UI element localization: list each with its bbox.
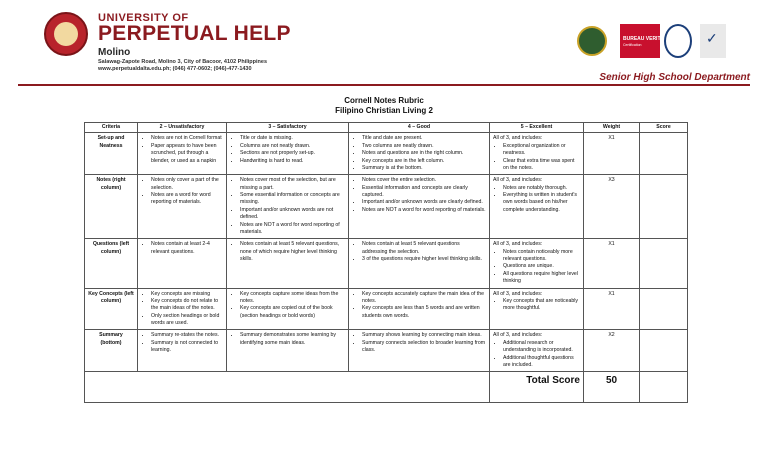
list-item: • Summary is not connected to learning. — [151, 340, 223, 355]
university-prefix: UNIVERSITY OF — [98, 12, 189, 24]
unsatisfactory-list — [141, 135, 223, 165]
list-item: • Key concepts do not relate to the main ideas of the notes. — [151, 298, 223, 313]
cert-logo-name: BUREAU VERITAS — [623, 36, 668, 42]
list-item: • Notes contain at least 5 relevant questions, none of which require higher level thinking skills. — [240, 241, 345, 263]
letterhead — [0, 0, 768, 88]
list-item: • Sections are not properly set-up. — [240, 150, 345, 157]
list-item: • Key concepts accurately capture the main idea of the notes. — [362, 291, 486, 306]
list-item: • Notes contain at least 2-4 relevant questions. — [151, 241, 223, 256]
rubric-table — [84, 122, 688, 403]
unsatisfactory-list — [141, 241, 223, 256]
column-header-1: 2 – Unsatisfactory — [138, 123, 227, 133]
total-blank — [85, 372, 490, 403]
excellent-cell — [490, 133, 584, 175]
criteria-cell: Key Concepts (left column) — [85, 288, 138, 330]
criteria-cell: Set-up and Neatness — [85, 133, 138, 175]
list-item: • Paper appears to have been scrunched, put through a blender, or used as a napkin — [151, 143, 223, 165]
list-item: • Notes are NOT a word for word reporting of materials. — [240, 222, 345, 237]
excellent-list — [493, 143, 580, 173]
score-cell — [640, 239, 688, 288]
excellent-cell — [490, 239, 584, 288]
column-header-2: 3 – Satisfactory — [227, 123, 349, 133]
list-item: • Key concepts are in the left column. — [362, 158, 486, 165]
list-item: • Exceptional organization or neatness. — [503, 143, 580, 158]
list-item: • Some essential information or concepts are missing. — [240, 192, 345, 207]
good-cell — [349, 288, 490, 330]
unsatisfactory-cell — [138, 288, 227, 330]
table-row — [85, 133, 688, 175]
department-logo-icon — [577, 26, 607, 56]
total-row — [85, 372, 688, 403]
list-item: • Notes cover the entire selection. — [362, 177, 486, 184]
weight-cell: X3 — [584, 175, 640, 239]
unsatisfactory-list — [141, 291, 223, 328]
list-item: • Notes contain noticeably more relevant questions. — [503, 249, 580, 264]
document-subtitle: Filipino Christian Living 2 — [335, 106, 433, 115]
score-cell — [640, 133, 688, 175]
list-item: • Notes are a word for word reporting of materials. — [151, 192, 223, 207]
list-item: • Additional research or understanding is incorporated. — [503, 340, 580, 355]
list-item: • Important and/or unknown words are clearly defined. — [362, 199, 486, 206]
weight-cell: X1 — [584, 239, 640, 288]
weight-cell: X1 — [584, 288, 640, 330]
satisfactory-list — [230, 135, 345, 165]
list-item: • Key concepts are copied out of the book (section headings or bold words) — [240, 305, 345, 320]
good-list — [352, 332, 486, 354]
ukas-logo-icon — [664, 24, 692, 58]
list-item: • Notes and questions are in the right column. — [362, 150, 486, 157]
total-score-value: 50 — [584, 372, 640, 403]
list-item: • Summary shows learning by connecting main ideas. — [362, 332, 486, 339]
weight-cell: X1 — [584, 133, 640, 175]
excellent-list — [493, 185, 580, 215]
unsatisfactory-list — [141, 332, 223, 354]
list-item: • Notes are notably thorough. — [503, 185, 580, 192]
department-name: Senior High School Department — [599, 72, 750, 83]
good-cell — [349, 175, 490, 239]
list-item: • Summary re-states the notes. — [151, 332, 223, 339]
certification-check-icon — [700, 24, 726, 58]
satisfactory-list — [230, 291, 345, 321]
satisfactory-list — [230, 177, 345, 236]
satisfactory-cell — [227, 175, 349, 239]
list-item: • Key concepts that are noticeably more thoughtful. — [503, 298, 580, 313]
column-header-0: Criteria — [85, 123, 138, 133]
table-row — [85, 239, 688, 288]
list-item: • Everything is written in student's own words based on his/her complete understanding. — [503, 192, 580, 214]
score-cell — [640, 330, 688, 372]
satisfactory-cell — [227, 133, 349, 175]
list-item: • All questions require higher level thinking — [503, 271, 580, 286]
list-item: • Questions are unique. — [503, 263, 580, 270]
list-item: • 3 of the questions require higher level thinking skills. — [362, 256, 486, 263]
list-item: • Important and/or unknown words are not defined. — [240, 207, 345, 222]
table-row — [85, 288, 688, 330]
university-seal-icon — [44, 12, 88, 56]
list-item: • Notes contain at least 5 relevant questions addressing the selection. — [362, 241, 486, 256]
score-cell — [640, 175, 688, 239]
column-header-5: Weight — [584, 123, 640, 133]
list-item: • Additional thoughtful questions are included. — [503, 355, 580, 370]
list-item: • Clear that extra time was spent on the notes. — [503, 158, 580, 173]
excellent-lead: All of 3, and includes: — [493, 135, 543, 142]
excellent-list — [493, 249, 580, 286]
document-title: Cornell Notes Rubric — [344, 96, 424, 105]
list-item: • Two columns are neatly drawn. — [362, 143, 486, 150]
satisfactory-list — [230, 332, 345, 347]
list-item: • Key concepts capture some ideas from the notes. — [240, 291, 345, 306]
total-score-cell — [640, 372, 688, 403]
list-item: • Columns are not neatly drawn. — [240, 143, 345, 150]
unsatisfactory-list — [141, 177, 223, 207]
excellent-list — [493, 340, 580, 370]
list-item: • Essential information and concepts are clearly captured. — [362, 185, 486, 200]
list-item: • Title and date are present. — [362, 135, 486, 142]
good-list — [352, 135, 486, 172]
column-header-3: 4 – Good — [349, 123, 490, 133]
unsatisfactory-cell — [138, 330, 227, 372]
list-item: • Summary demonstrates some learning by identifying some main ideas. — [240, 332, 345, 347]
list-item: • Only section headings or bold words are used. — [151, 313, 223, 328]
list-item: • Handwriting is hard to read. — [240, 158, 345, 165]
satisfactory-cell — [227, 330, 349, 372]
unsatisfactory-cell — [138, 239, 227, 288]
unsatisfactory-cell — [138, 133, 227, 175]
table-row — [85, 175, 688, 239]
university-name: PERPETUAL HELP — [98, 22, 291, 45]
column-header-6: Score — [640, 123, 688, 133]
good-list — [352, 177, 486, 214]
university-contact: www.perpetualdalta.edu.ph; (046) 477-0602; (046)-477-1430 — [98, 66, 252, 72]
list-item: • Notes are not in Cornell format — [151, 135, 223, 142]
excellent-cell — [490, 175, 584, 239]
weight-cell: X2 — [584, 330, 640, 372]
list-item: • Notes are NOT a word for word reporting of materials. — [362, 207, 486, 214]
good-list — [352, 291, 486, 321]
satisfactory-cell — [227, 239, 349, 288]
list-item: • Summary connects selection to broader learning from class. — [362, 340, 486, 355]
excellent-lead: All of 3, and includes: — [493, 290, 543, 297]
satisfactory-cell — [227, 288, 349, 330]
excellent-lead: All of 3, and includes: — [493, 332, 543, 339]
satisfactory-list — [230, 241, 345, 263]
list-item: • Summary is at the bottom. — [362, 165, 486, 172]
criteria-cell: Notes (right column) — [85, 175, 138, 239]
bureau-veritas-logo-icon — [620, 24, 668, 58]
list-item: • Key concepts are missing — [151, 291, 223, 298]
table-row — [85, 330, 688, 372]
criteria-cell: Summary (bottom) — [85, 330, 138, 372]
excellent-list — [493, 298, 580, 313]
cert-logo-caption: Certification — [623, 43, 642, 47]
list-item: • Title or date is missing. — [240, 135, 345, 142]
campus-name: Molino — [98, 47, 131, 58]
excellent-cell — [490, 330, 584, 372]
good-cell — [349, 239, 490, 288]
university-address: Salawag-Zapote Road, Molino 3, City of Bacoor, 4102 Philippines — [98, 59, 268, 65]
column-header-4: 5 – Excellent — [490, 123, 584, 133]
total-score-label: Total Score — [490, 372, 584, 403]
unsatisfactory-cell — [138, 175, 227, 239]
criteria-cell: Questions (left column) — [85, 239, 138, 288]
excellent-cell — [490, 288, 584, 330]
score-cell — [640, 288, 688, 330]
list-item: • Notes cover most of the selection, but are missing a part. — [240, 177, 345, 192]
list-item: • Notes only cover a part of the selection. — [151, 177, 223, 192]
list-item: • Key concepts are less than 5 words and are written students own words. — [362, 305, 486, 320]
good-cell — [349, 330, 490, 372]
good-list — [352, 241, 486, 263]
header-divider — [18, 84, 750, 86]
good-cell — [349, 133, 490, 175]
rubric-header-row — [85, 123, 688, 133]
excellent-lead: All of 3, and includes: — [493, 241, 543, 248]
excellent-lead: All of 3, and includes: — [493, 177, 543, 184]
